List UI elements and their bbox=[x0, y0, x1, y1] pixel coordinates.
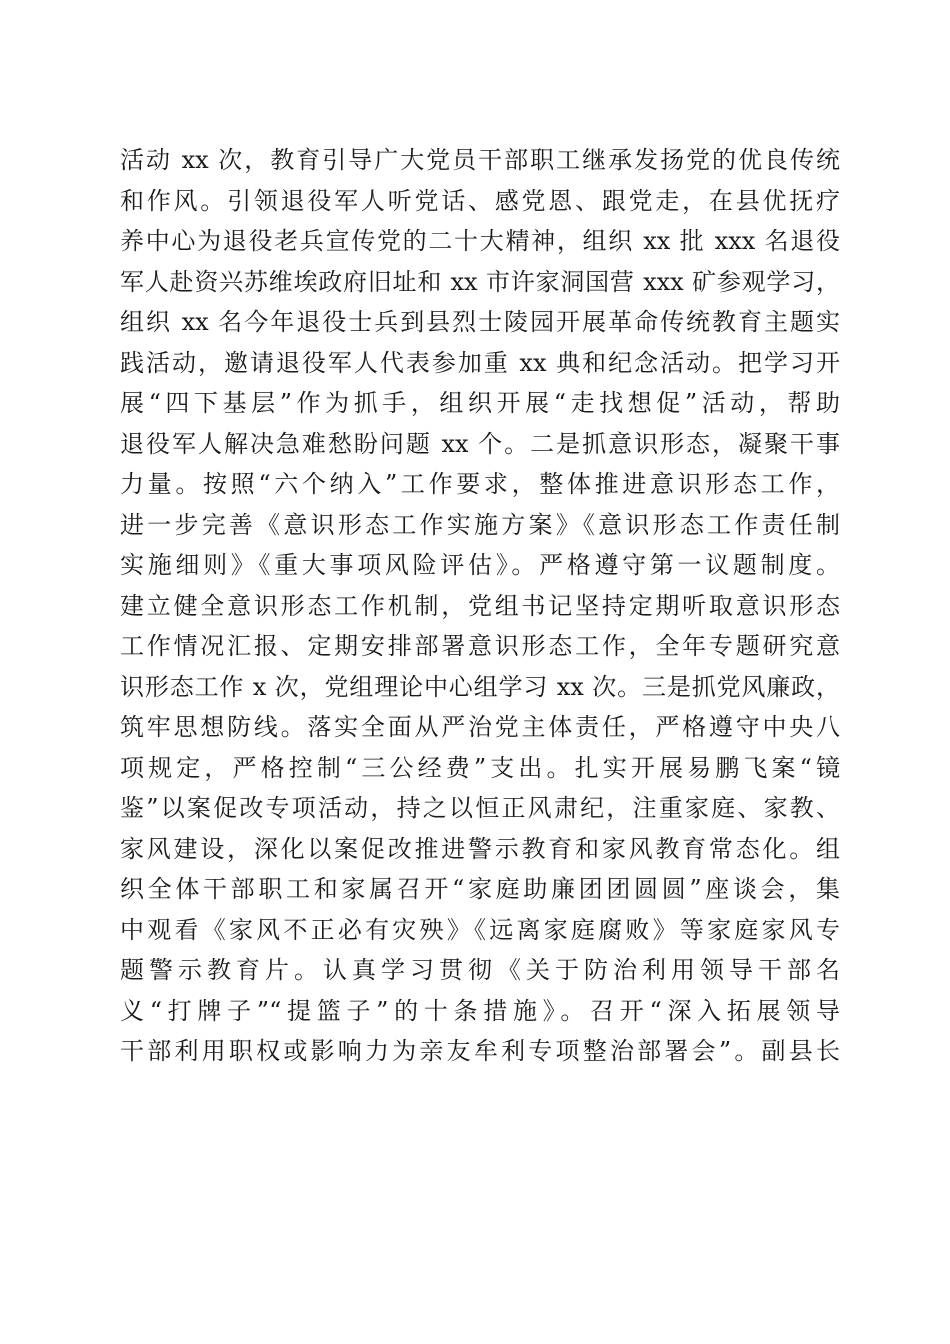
text-line-2: 和作风。引领退役军人听党话、感党恩、跟党走，在县优抚疗 bbox=[120, 186, 840, 215]
text-line-13: 工作情况汇报、定期安排部署意识形态工作，全年专题研究意 bbox=[120, 632, 840, 660]
text-line-21: 题警示教育片。认真学习贯彻《关于防治利用领导干部名 bbox=[120, 956, 840, 984]
text-line-5: 组织 xx 名今年退役士兵到县烈士陵园开展革命传统教育主题实 bbox=[120, 308, 840, 336]
text-line-1: 活动 xx 次，教育引导广大党员干部职工继承发扬党的优良传统 bbox=[120, 146, 840, 174]
text-line-18: 家风建设，深化以案促改推进警示教育和家风教育常态化。组 bbox=[120, 834, 840, 863]
text-line-9: 力量。按照“六个纳入”工作要求，整体推进意识形态工作， bbox=[120, 470, 840, 498]
text-line-20: 中观看《家风不正必有灾殃》《远离家庭腐败》等家庭家风专 bbox=[120, 915, 840, 944]
text-line-7: 展“四下基层”作为抓手，组织开展“走找想促”活动，帮助 bbox=[120, 389, 840, 417]
text-line-10: 进一步完善《意识形态工作实施方案》《意识形态工作责任制 bbox=[120, 510, 840, 539]
text-line-23: 干部利用职权或影响力为亲友牟利专项整治部署会”。副县长 bbox=[120, 1037, 840, 1065]
text-line-11: 实施细则》《重大事项风险评估》。严格遵守第一议题制度。 bbox=[120, 551, 840, 579]
text-line-22: 义“打牌子”“提篮子”的十条措施》。召开“深入拓展领导 bbox=[120, 996, 840, 1025]
text-line-19: 织全体干部职工和家属召开“家庭助廉团团圆圆”座谈会，集 bbox=[120, 875, 840, 903]
text-line-17: 鉴”以案促改专项活动，持之以恒正风肃纪，注重家庭、家教、 bbox=[120, 794, 840, 822]
body-paragraph bbox=[120, 140, 840, 1072]
text-line-3: 养中心为退役老兵宣传党的二十大精神，组织 xx 批 xxx 名退役 bbox=[120, 227, 840, 255]
text-line-8: 退役军人解决急难愁盼问题 xx 个。二是抓意识形态，凝聚干事 bbox=[120, 429, 840, 458]
text-line-16: 项规定，严格控制“三公经费”支出。扎实开展易鹏飞案“镜 bbox=[120, 753, 840, 782]
text-line-14: 识形态工作 x 次，党组理论中心组学习 xx 次。三是抓党风廉政， bbox=[120, 672, 840, 701]
text-line-6: 践活动，邀请退役军人代表参加重 xx 典和纪念活动。把学习开 bbox=[120, 348, 840, 377]
text-line-12: 建立健全意识形态工作机制，党组书记坚持定期听取意识形态 bbox=[120, 591, 840, 620]
text-line-15: 筑牢思想防线。落实全面从严治党主体责任，严格遵守中央八 bbox=[120, 713, 840, 741]
text-line-4: 军人赴资兴苏维埃政府旧址和 xx 市许家洞国营 xxx 矿参观学习， bbox=[120, 267, 840, 296]
